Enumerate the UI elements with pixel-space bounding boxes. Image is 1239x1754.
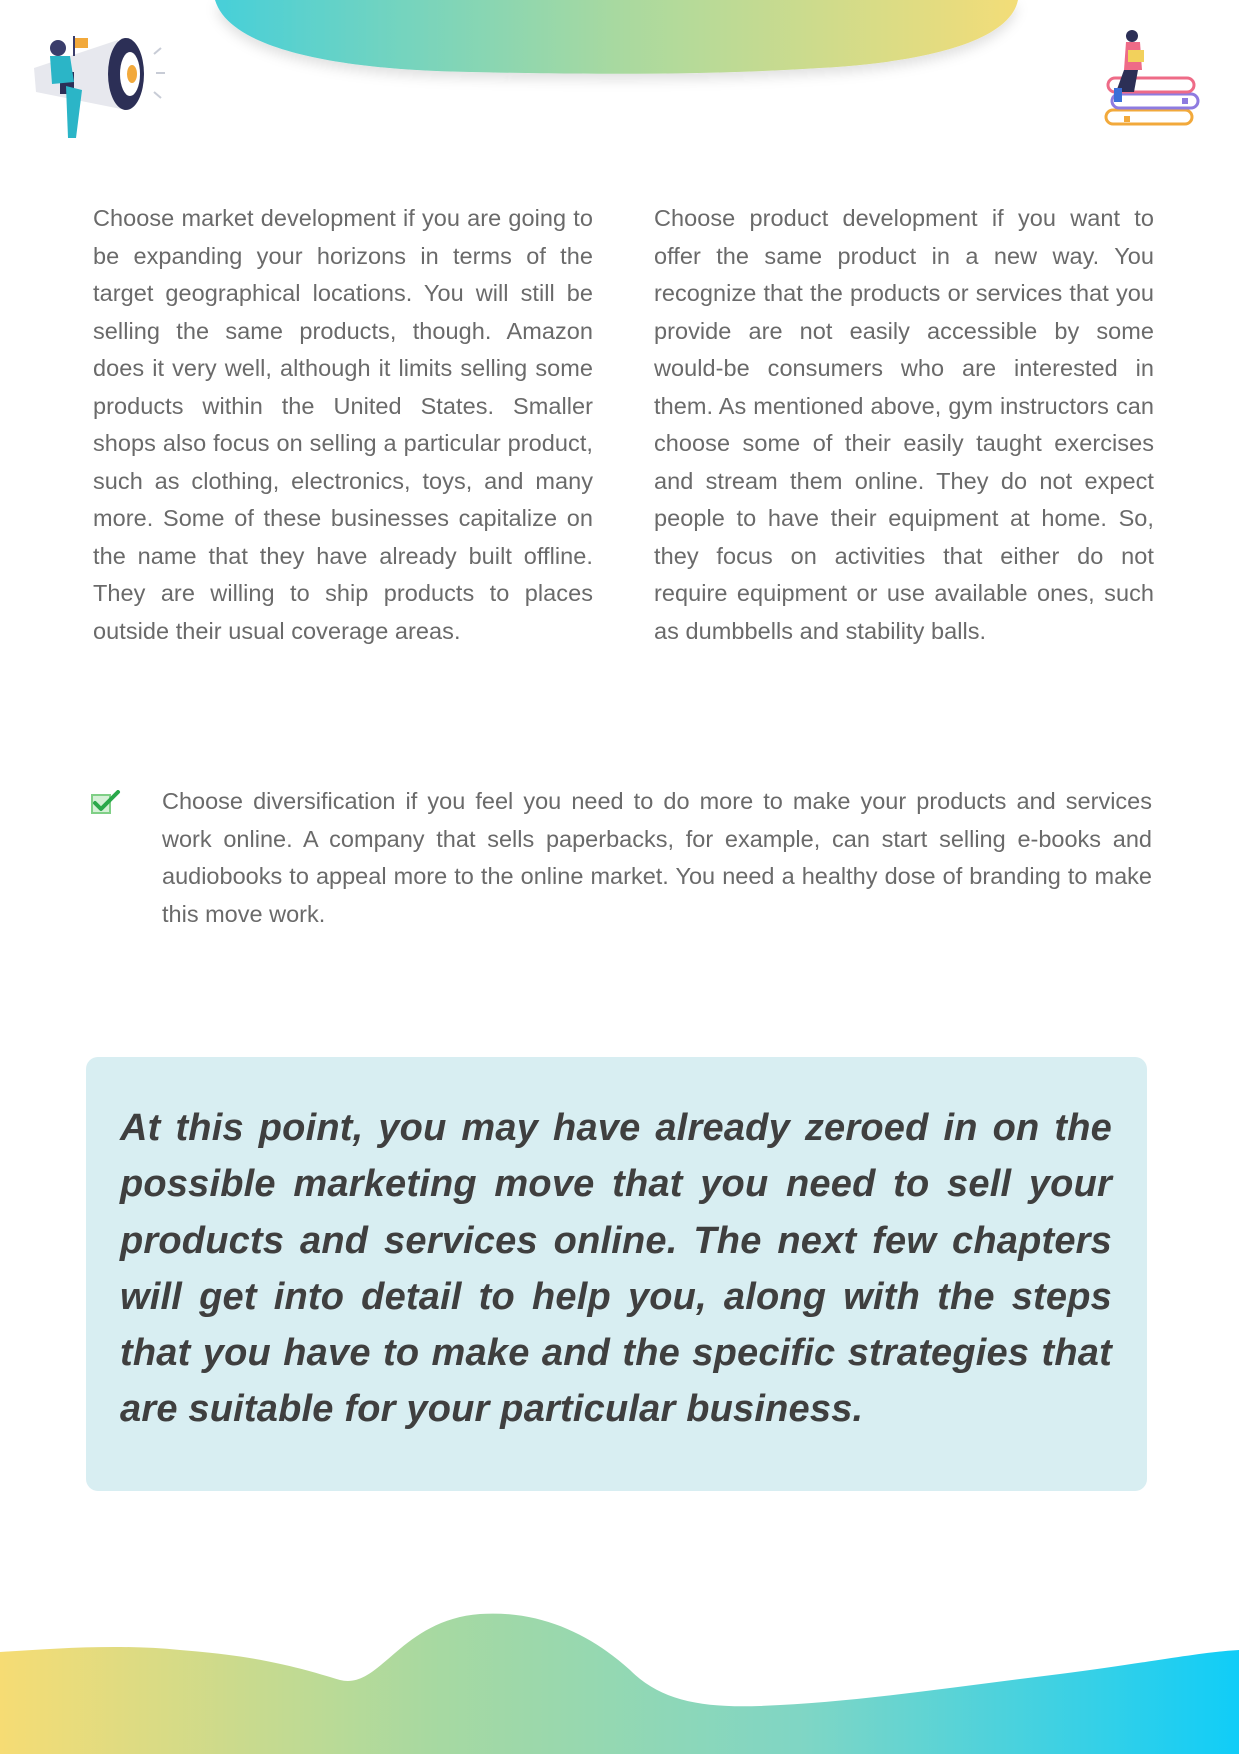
person-on-books-illustration bbox=[1102, 26, 1212, 146]
checkbox-check-icon bbox=[91, 790, 121, 814]
product-development-paragraph: Choose product development if you want to offer the same product in a new way. You recognize that the products or services that you provide are not easily accessible by some would-be consumers who are interested in them. As mentioned above, gym instructors can choose some of their easily taught exercises and stream them online. They do not expect people to have their equipment at home. So, they focus on activities that either do not require equipment or use available ones, such as dumbbells and stability balls. bbox=[654, 205, 1154, 644]
top-wave-decoration bbox=[0, 0, 1239, 120]
callout-text: At this point, you may have already zeroed in on the possible marketing move that you need to sell your products and services online. The next few chapters will get into detail to help you, along with the steps that you have to make and the specific strategies that are suitable for your particular business. bbox=[120, 1107, 1112, 1431]
bottom-wave-decoration bbox=[0, 1590, 1239, 1754]
diversification-bullet-text: Choose diversification if you feel you need to do more to make your products and services work online. A company that sells paperbacks, for example, can start selling e-books and audiobooks to appeal more to the online market. You need a healthy dose of branding to make this move work. bbox=[162, 788, 1152, 927]
market-development-paragraph: Choose market development if you are going to be expanding your horizons in terms of the target geographical locations. You will still be selling the same products, though. Amazon does it very well, although it limits selling some products within the United States. Smaller shops also focus on selling a particular product, such as clothing, electronics, toys, and many more. Some of these businesses capitalize on the name that they have already built offline. They are willing to ship products to places outside their usual coverage areas. bbox=[93, 205, 593, 644]
megaphone-person-illustration bbox=[26, 26, 166, 146]
